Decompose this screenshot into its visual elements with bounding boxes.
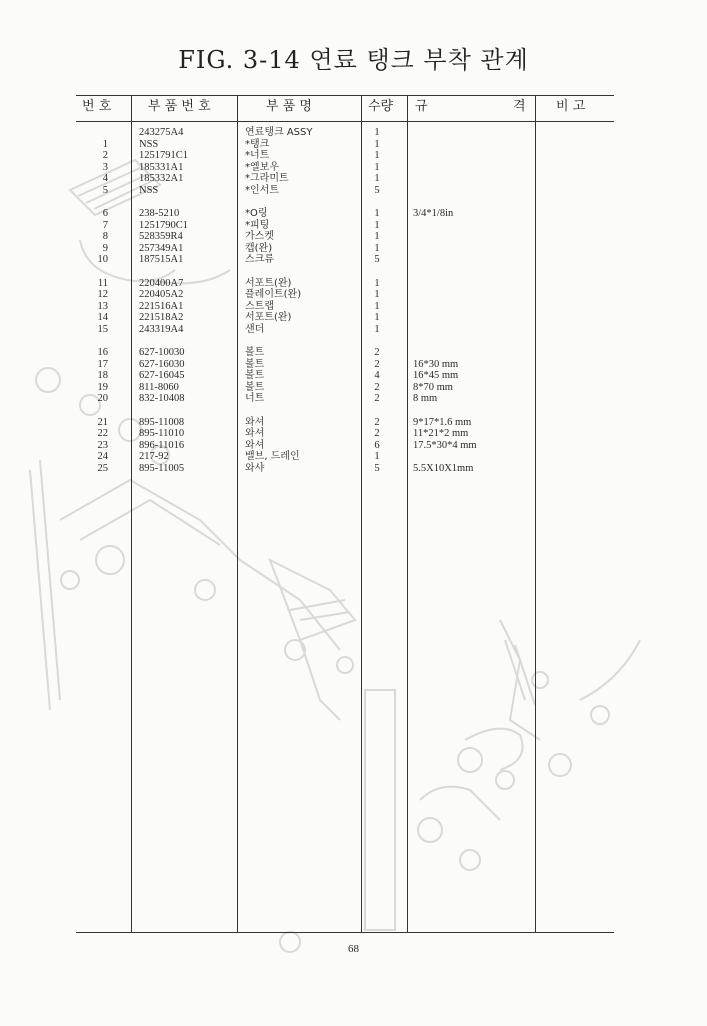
part-name: *인서트 xyxy=(245,184,279,196)
quantity: 1 xyxy=(374,300,380,312)
item-number: 12 xyxy=(97,289,108,300)
item-number: 18 xyxy=(97,370,108,381)
part-name: 스트랩 xyxy=(245,300,274,312)
table-row xyxy=(0,312,707,324)
part-name: *엘보우 xyxy=(245,161,279,173)
specification: 3/4*1/8in xyxy=(413,208,454,219)
part-name: 샌더 xyxy=(245,323,265,335)
quantity: 2 xyxy=(374,416,380,428)
specification: 8*70 mm xyxy=(413,381,453,393)
quantity: 1 xyxy=(374,208,380,219)
item-number: 19 xyxy=(97,381,108,393)
part-number: 896-11016 xyxy=(139,439,185,451)
part-name: 밸브, 드레인 xyxy=(245,451,300,462)
item-number: 4 xyxy=(102,173,108,184)
part-number: 895-11008 xyxy=(139,416,185,428)
table-row xyxy=(0,463,707,475)
table-row xyxy=(0,139,707,151)
table-row xyxy=(0,150,707,162)
item-number: 22 xyxy=(97,428,108,439)
table-row xyxy=(0,162,707,174)
part-name: 와셔 xyxy=(245,439,265,451)
part-number: 257349A1 xyxy=(139,242,184,254)
quantity: 2 xyxy=(374,428,380,439)
part-number: 187515A1 xyxy=(139,254,184,265)
quantity: 2 xyxy=(374,393,380,404)
item-number: 9 xyxy=(102,242,108,254)
item-number: 10 xyxy=(97,254,108,265)
table-row xyxy=(0,231,707,243)
part-number: 627-10030 xyxy=(139,347,185,358)
part-name: 서포트(완) xyxy=(245,277,292,289)
header-quantity: 수량 xyxy=(368,99,394,114)
quantity: 1 xyxy=(374,219,380,231)
quantity: 1 xyxy=(374,277,380,289)
item-number: 20 xyxy=(97,393,108,404)
part-number: 185331A1 xyxy=(139,161,184,173)
part-name: *피팅 xyxy=(245,219,270,231)
part-number: 220400A7 xyxy=(139,277,184,289)
part-name: 와셔 xyxy=(245,428,265,439)
quantity: 1 xyxy=(374,127,380,138)
table-row xyxy=(0,243,707,255)
table-row xyxy=(0,370,707,382)
part-number: 217-92 xyxy=(139,451,169,462)
item-number: 24 xyxy=(97,451,108,462)
part-name: *탱크 xyxy=(245,138,270,150)
part-number: 1251790C1 xyxy=(139,219,189,231)
quantity: 1 xyxy=(374,231,380,242)
part-name: 볼트 xyxy=(245,370,265,381)
table-row xyxy=(0,440,707,452)
part-name: 와셔 xyxy=(245,416,265,428)
part-number: 221518A2 xyxy=(139,312,184,323)
item-number: 14 xyxy=(97,312,108,323)
item-number: 5 xyxy=(102,184,108,196)
quantity: 2 xyxy=(374,381,380,393)
item-number: 11 xyxy=(97,277,108,289)
table-row xyxy=(0,220,707,232)
item-number: 6 xyxy=(102,208,108,219)
quantity: 1 xyxy=(374,289,380,300)
quantity: 2 xyxy=(374,347,380,358)
quantity: 1 xyxy=(374,173,380,184)
page-title: FIG. 3-14 연료 탱크 부착 관계 xyxy=(178,46,529,74)
page-number: 68 xyxy=(348,943,359,955)
table-row xyxy=(0,127,707,139)
item-number: 17 xyxy=(97,358,108,370)
item-number: 13 xyxy=(97,300,108,312)
header-spec-left: 규 xyxy=(415,99,428,114)
specification: 17.5*30*4 mm xyxy=(413,439,477,451)
quantity: 1 xyxy=(374,138,380,150)
part-name: *O링 xyxy=(245,208,268,219)
quantity: 4 xyxy=(374,370,380,381)
table-row xyxy=(0,208,707,220)
part-number: 243319A4 xyxy=(139,323,184,335)
table-row xyxy=(0,173,707,185)
specification: 8 mm xyxy=(413,393,438,404)
item-number: 16 xyxy=(97,347,108,358)
item-number: 21 xyxy=(97,416,108,428)
table-row xyxy=(0,347,707,359)
quantity: 5 xyxy=(374,184,380,196)
part-number: 185332A1 xyxy=(139,173,184,184)
quantity: 2 xyxy=(374,358,380,370)
quantity: 1 xyxy=(374,323,380,335)
part-name: 플레이트(완) xyxy=(245,289,302,300)
table-row xyxy=(0,359,707,371)
part-number: 243275A4 xyxy=(139,127,184,138)
quantity: 1 xyxy=(374,451,380,462)
table-row xyxy=(0,382,707,394)
item-number: 7 xyxy=(102,219,108,231)
quantity: 6 xyxy=(374,439,380,451)
part-number: 627-16030 xyxy=(139,358,185,370)
part-number: 811-8060 xyxy=(139,381,179,393)
header-part-name: 부 품 명 xyxy=(266,99,312,114)
item-number: 25 xyxy=(97,462,108,474)
table-row xyxy=(0,278,707,290)
part-number: 832-10408 xyxy=(139,393,185,404)
header-part-number: 부 품 번 호 xyxy=(148,99,211,114)
quantity: 1 xyxy=(374,312,380,323)
specification: 11*21*2 mm xyxy=(413,428,469,439)
quantity: 1 xyxy=(374,161,380,173)
part-number: 220405A2 xyxy=(139,289,184,300)
table-row xyxy=(0,301,707,313)
table-bottom-rule xyxy=(76,932,614,933)
part-number: 221516A1 xyxy=(139,300,184,312)
part-number: 895-11005 xyxy=(139,462,185,474)
quantity: 5 xyxy=(374,462,380,474)
table-row xyxy=(0,289,707,301)
part-name: *그라미트 xyxy=(245,173,289,184)
table-row xyxy=(0,254,707,266)
specification: 5.5X10X1mm xyxy=(413,462,474,474)
part-name: 스크류 xyxy=(245,254,274,265)
part-number: 895-11010 xyxy=(139,428,185,439)
item-number: 1 xyxy=(102,138,108,150)
part-name: 연료탱크 ASSY xyxy=(245,127,313,138)
part-name: 와샤 xyxy=(245,462,265,474)
item-number: 2 xyxy=(102,150,108,161)
table-row xyxy=(0,185,707,197)
part-name: 볼트 xyxy=(245,347,265,358)
specification: 16*45 mm xyxy=(413,370,459,381)
part-name: 캡(완) xyxy=(245,242,273,254)
specification: 9*17*1.6 mm xyxy=(413,416,472,428)
part-number: 627-16045 xyxy=(139,370,185,381)
part-number: 238-5210 xyxy=(139,208,180,219)
part-name: 서포트(완) xyxy=(245,312,292,323)
part-name: 볼트 xyxy=(245,358,265,370)
header-bottom-rule xyxy=(76,121,614,122)
part-number: NSS xyxy=(139,184,159,196)
quantity: 1 xyxy=(374,242,380,254)
part-number: 528359R4 xyxy=(139,231,183,242)
header-number: 번 호 xyxy=(82,99,112,114)
part-name: 너트 xyxy=(245,393,265,404)
quantity: 1 xyxy=(374,150,380,161)
table-row xyxy=(0,428,707,440)
item-number: 23 xyxy=(97,439,108,451)
part-name: 볼트 xyxy=(245,381,265,393)
header-spec-right: 격 xyxy=(513,99,526,114)
part-name: *너트 xyxy=(245,150,270,161)
header-remark: 비 고 xyxy=(556,99,586,114)
part-number: NSS xyxy=(139,138,159,150)
part-number: 1251791C1 xyxy=(139,150,189,161)
item-number: 3 xyxy=(102,161,108,173)
table-row xyxy=(0,393,707,405)
item-number: 8 xyxy=(102,231,108,242)
table-row xyxy=(0,451,707,463)
table-row xyxy=(0,417,707,429)
item-number: 15 xyxy=(97,323,108,335)
part-name: 가스켓 xyxy=(245,231,274,242)
specification: 16*30 mm xyxy=(413,358,459,370)
table-row xyxy=(0,324,707,336)
quantity: 5 xyxy=(374,254,380,265)
